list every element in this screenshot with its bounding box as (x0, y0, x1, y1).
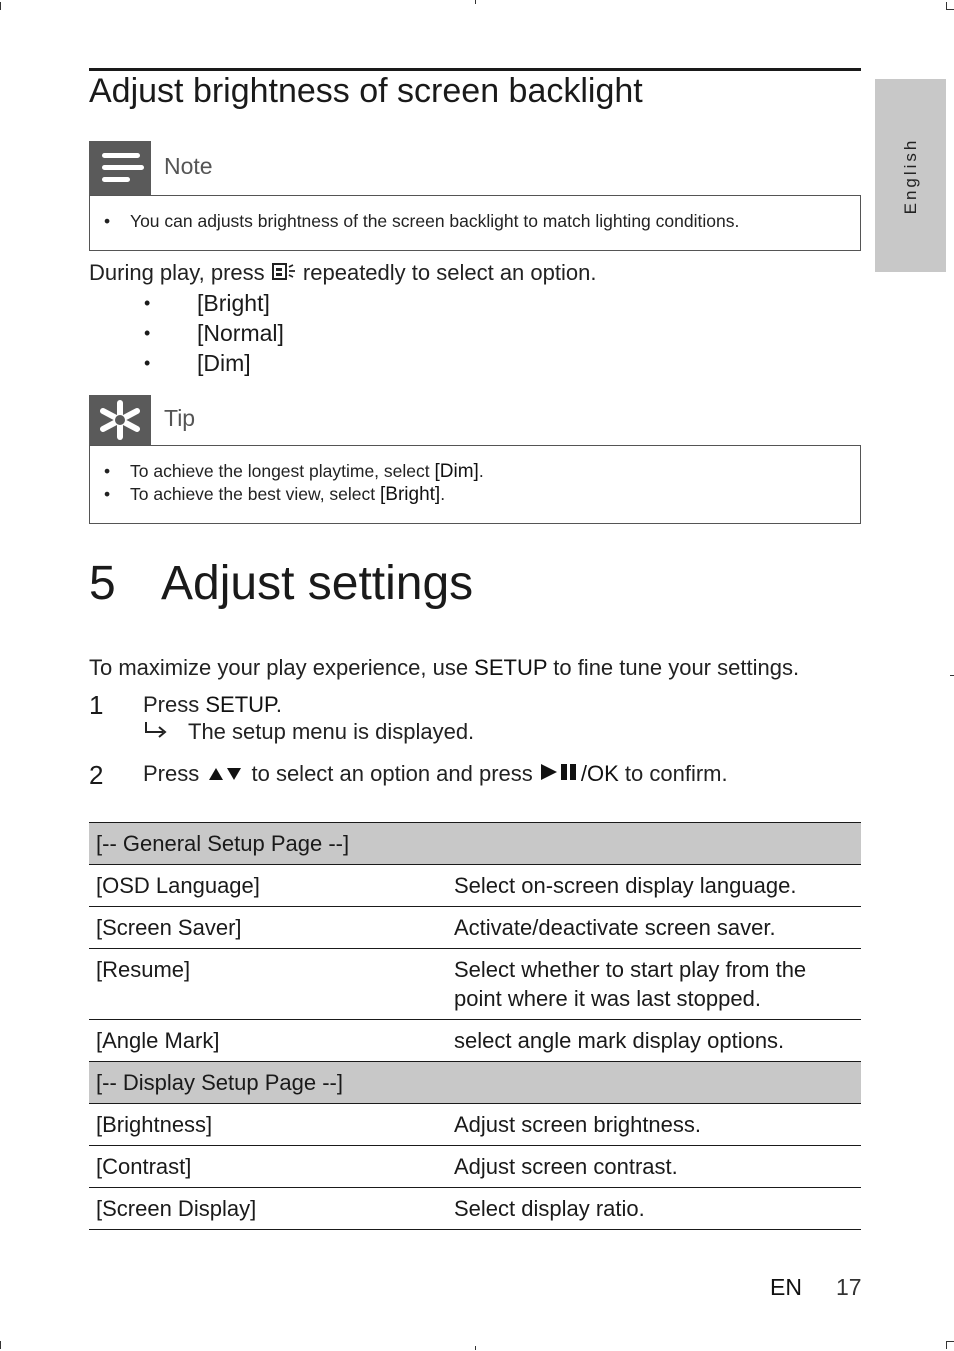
table-row: [Screen Saver] Activate/deactivate screen saver. (89, 907, 861, 949)
note-title: Note (164, 153, 213, 179)
brightness-instruction: During play, press repeatedly to select an option. (89, 259, 596, 289)
step-number: 2 (89, 760, 104, 790)
table-section-row: [-- Display Setup Page --] (89, 1062, 861, 1104)
option-bright: • [Bright] (89, 288, 284, 318)
table-row: [Angle Mark] select angle mark display options. (89, 1020, 861, 1062)
note-header (89, 141, 861, 195)
table-row: [Screen Display] Select display ratio. (89, 1188, 861, 1230)
table-row: [Resume] Select whether to start play from the point where it was last stopped. (89, 949, 861, 1020)
page-number: 17 (836, 1274, 862, 1300)
brightness-key-icon (271, 259, 297, 289)
footer-language: EN (770, 1274, 802, 1300)
option-normal: • [Normal] (89, 318, 284, 348)
tip-icon (89, 395, 151, 445)
step-text: Press SETUP. (143, 692, 282, 717)
table-row: [Contrast] Adjust screen contrast. (89, 1146, 861, 1188)
crop-mark (946, 1341, 947, 1349)
table-row: [Brightness] Adjust screen brightness. (89, 1104, 861, 1146)
up-down-arrows-icon (205, 762, 245, 788)
note-icon (89, 141, 151, 195)
step-result: The setup menu is displayed. (143, 719, 474, 745)
crop-mark (946, 9, 954, 10)
language-tab-label: English (900, 137, 920, 214)
chapter-heading (89, 556, 473, 611)
tip-box (89, 445, 861, 524)
chapter-intro: To maximize your play experience, use SETUP to fine tune your settings. (89, 655, 800, 680)
chapter-title: Adjust settings (161, 557, 474, 610)
brightness-options (89, 288, 284, 378)
tip-item: • To achieve the longest playtime, select [Dim]. (90, 460, 860, 483)
step-number: 1 (89, 690, 104, 720)
table-row: [OSD Language] Select on-screen display language. (89, 865, 861, 907)
note-item: • You can adjusts brightness of the screen backlight to match lighting conditions. (90, 210, 860, 233)
tip-item: • To achieve the best view, select [Bright]. (90, 483, 860, 506)
crop-mark (950, 675, 954, 676)
play-pause-icon (539, 762, 581, 788)
result-arrow-icon (143, 719, 188, 745)
step-text: Press to select an option and press /OK to confirm. (143, 761, 728, 788)
crop-mark (475, 0, 476, 4)
language-tab (875, 79, 946, 272)
option-dim: • [Dim] (89, 348, 284, 378)
crop-mark (0, 1341, 1, 1349)
section-rule (89, 68, 861, 71)
crop-mark (0, 2, 1, 10)
tip-title: Tip (164, 405, 196, 431)
crop-mark (946, 1341, 954, 1342)
section-title: Adjust brightness of screen backlight (89, 72, 643, 110)
chapter-number: 5 (89, 557, 116, 610)
crop-mark (475, 1346, 476, 1350)
table-section-row: [-- General Setup Page --] (89, 823, 861, 865)
settings-table (89, 822, 861, 1230)
tip-header (89, 395, 861, 445)
note-box (89, 195, 861, 251)
